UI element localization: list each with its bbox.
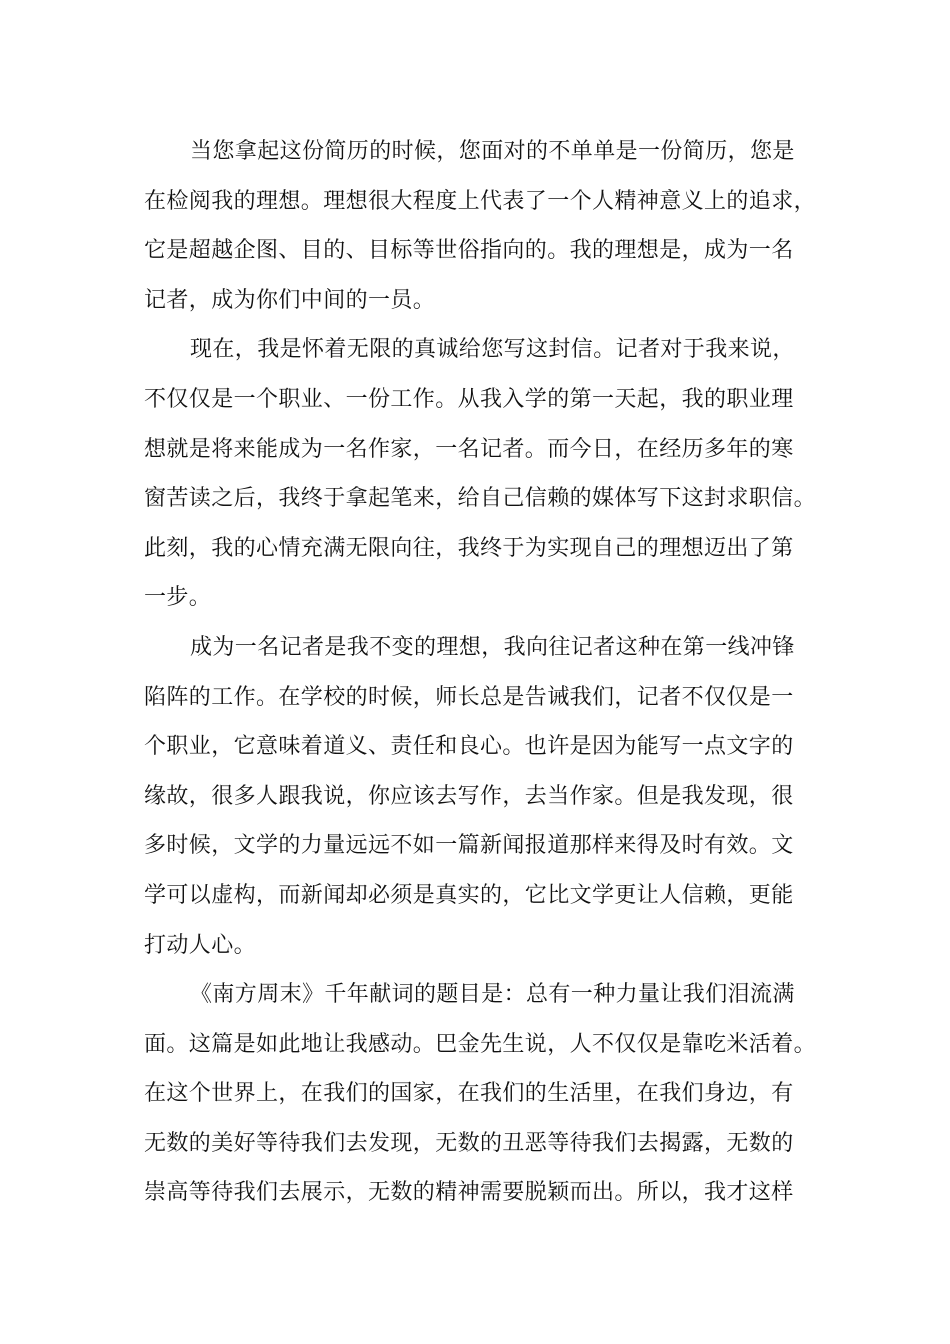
text-line: 缘故，很多人跟我说，你应该去写作，去当作家。但是我发现，很 [144, 783, 794, 809]
text-line: 陷阵的工作。在学校的时候，师长总是告诫我们，记者不仅仅是一 [144, 684, 794, 710]
text-line: 在这个世界上，在我们的国家，在我们的生活里，在我们身边，有 [144, 1081, 794, 1107]
text-line: 学可以虚构，而新闻却必须是真实的，它比文学更让人信赖，更能 [144, 882, 794, 908]
text-line: 一步。 [144, 585, 212, 611]
paragraph-4 [144, 970, 824, 1218]
text-line: 多时候，文学的力量远远不如一篇新闻报道那样来得及时有效。文 [144, 833, 794, 859]
paragraph-3 [144, 623, 824, 970]
text-line: 此刻，我的心情充满无限向往，我终于为实现自己的理想迈出了第 [144, 535, 794, 561]
text-line: 现在，我是怀着无限的真诚给您写这封信。记者对于我来说， [190, 337, 795, 363]
text-line: 在检阅我的理想。理想很大程度上代表了一个人精神意义上的追求， [144, 188, 817, 214]
text-line: 窗苦读之后，我终于拿起笔来，给自己信赖的媒体写下这封求职信。 [144, 486, 817, 512]
text-line: 个职业，它意味着道义、责任和良心。也许是因为能写一点文字的 [144, 734, 794, 760]
text-line: 不仅仅是一个职业、一份工作。从我入学的第一天起，我的职业理 [144, 386, 794, 412]
text-line: 《南方周末》千年献词的题目是：总有一种力量让我们泪流满 [190, 982, 795, 1008]
paragraph-2 [144, 325, 824, 623]
text-line: 想就是将来能成为一名作家，一名记者。而今日，在经历多年的寒 [144, 436, 794, 462]
text-line: 无数的美好等待我们去发现，无数的丑恶等待我们去揭露，无数的 [144, 1130, 794, 1156]
paragraph-1 [144, 127, 824, 325]
letter-body [144, 127, 824, 1218]
text-line: 当您拿起这份简历的时候，您面对的不单单是一份简历，您是 [190, 139, 795, 164]
text-line: 打动人心。 [144, 932, 257, 958]
text-line: 记者，成为你们中间的一员。 [144, 287, 436, 313]
text-line: 崇高等待我们去展示，无数的精神需要脱颖而出。所以，我才这样 [144, 1180, 794, 1206]
text-line: 面。这篇是如此地让我感动。巴金先生说，人不仅仅是靠吃米活着。 [144, 1031, 817, 1057]
text-line: 成为一名记者是我不变的理想，我向往记者这种在第一线冲锋 [190, 634, 795, 660]
text-line: 它是超越企图、目的、目标等世俗指向的。我的理想是，成为一名 [144, 238, 794, 264]
